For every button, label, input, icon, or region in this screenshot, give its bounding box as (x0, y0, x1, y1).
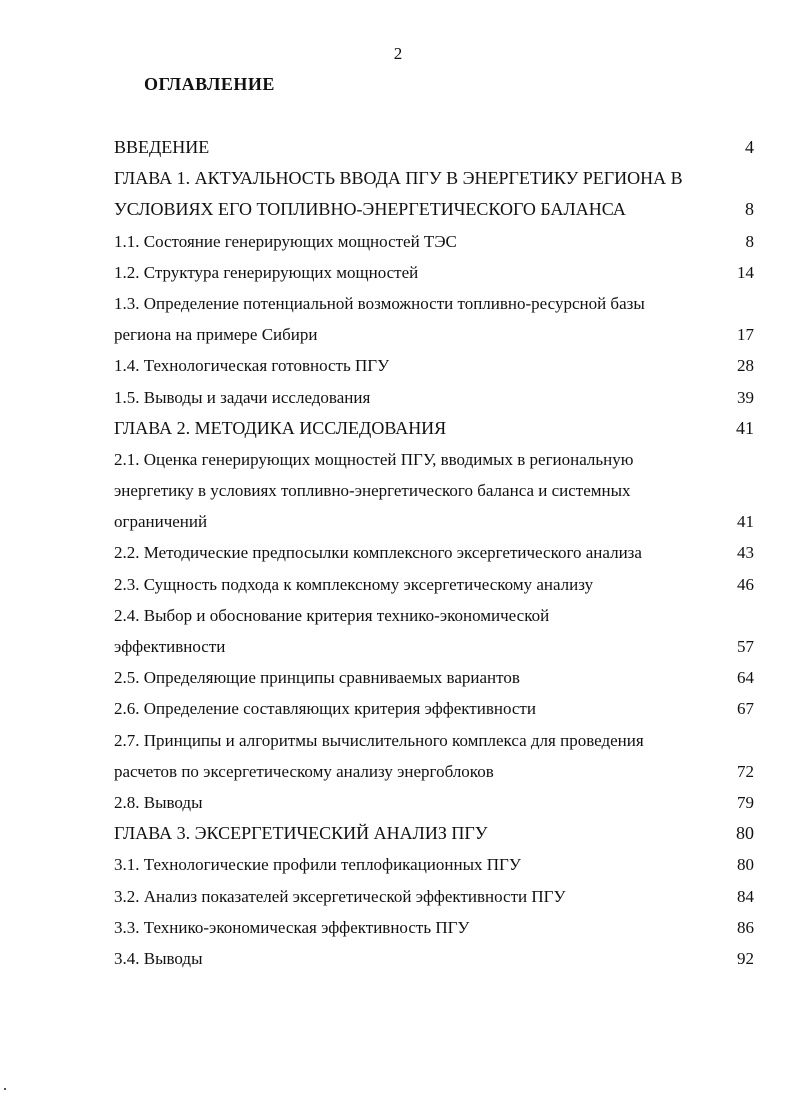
toc-line (114, 382, 754, 413)
toc-line (114, 693, 754, 724)
toc-page-number: 86 (737, 917, 754, 937)
toc-page-number: 43 (737, 543, 754, 563)
toc-page-number: 17 (737, 325, 754, 345)
toc-page-number: 39 (737, 387, 754, 407)
toc-dot-leader (420, 277, 735, 278)
toc-page-number: 64 (737, 668, 754, 688)
toc-section-entry (114, 569, 754, 600)
toc-dot-leader (496, 776, 735, 777)
toc-entry-title: ГЛАВА 2. МЕТОДИКА ИССЛЕДОВАНИЯ (114, 417, 447, 438)
toc-line (114, 912, 754, 943)
toc-section-entry (114, 257, 754, 288)
toc-section-entry (114, 350, 754, 381)
toc-entry-title: 1.5. Выводы и задачи исследования (114, 387, 371, 407)
toc-entry-title: энергетику в условиях топливно-энергетического баланса и системных (114, 481, 631, 501)
toc-entry-title: ограничений (114, 512, 208, 532)
toc-entry-title: 2.6. Определение составляющих критерия эффективности (114, 699, 536, 719)
toc-line (114, 756, 754, 787)
toc-entry-title: 1.4. Технологическая готовность ПГУ (114, 356, 390, 376)
toc-entry-title: 2.8. Выводы (114, 792, 203, 812)
toc-page-number: 8 (745, 231, 754, 251)
toc-page-number: 84 (737, 886, 754, 906)
toc-dot-leader (595, 589, 735, 590)
toc-heading: ОГЛАВЛЕНИЕ (144, 74, 275, 94)
toc-entry-title: 3.3. Технико-экономическая эффективность ПГУ (114, 917, 470, 937)
toc-entry-title: 1.1. Состояние генерирующих мощностей ТЭС (114, 231, 457, 251)
toc-line (114, 132, 754, 163)
toc-line (114, 787, 754, 818)
toc-entry-title: 2.3. Сущность подхода к комплексному эксергетическому анализу (114, 574, 594, 594)
toc-dot-leader (319, 339, 735, 340)
toc-dot-leader (523, 869, 735, 870)
toc-entry-title: 2.7. Принципы и алгоритмы вычислительного комплекса для проведения (114, 730, 644, 750)
toc-entry-title: УСЛОВИЯХ ЕГО ТОПЛИВНО-ЭНЕРГЕТИЧЕСКОГО БАЛАНСА (114, 199, 626, 220)
toc-page-number: 92 (737, 948, 754, 968)
toc-line (114, 537, 754, 568)
toc-line (114, 849, 754, 880)
toc-line (114, 194, 754, 225)
toc-entry-title: ГЛАВА 1. АКТУАЛЬНОСТЬ ВВОДА ПГУ В ЭНЕРГЕТИКУ РЕГИОНА В (114, 168, 683, 189)
toc-page-number: 79 (737, 792, 754, 812)
toc-line (114, 288, 754, 319)
toc-dot-leader (471, 932, 735, 933)
toc-section-entry (114, 600, 754, 662)
page-number: 2 (393, 44, 403, 63)
toc-dot-leader (205, 963, 735, 964)
toc-page-number: 80 (736, 823, 754, 844)
toc-dot-leader (448, 433, 734, 434)
toc-section-entry (114, 787, 754, 818)
toc-page-number: 67 (737, 699, 754, 719)
toc-entry-title: 2.5. Определяющие принципы сравниваемых вариантов (114, 668, 520, 688)
toc-line (114, 444, 754, 475)
toc-entry-title: ГЛАВА 3. ЭКСЕРГЕТИЧЕСКИЙ АНАЛИЗ ПГУ (114, 823, 488, 844)
toc-dot-leader (538, 713, 735, 714)
toc-entry-title: 3.4. Выводы (114, 948, 203, 968)
toc-entry-title: 2.1. Оценка генерирующих мощностей ПГУ, вводимых в региональную (114, 449, 634, 469)
toc-dot-leader (522, 682, 735, 683)
toc-dot-leader (205, 807, 735, 808)
toc-line (114, 662, 754, 693)
toc-line (114, 257, 754, 288)
toc-section-entry (114, 382, 754, 413)
toc-chapter-entry (114, 163, 754, 225)
toc-page-number: 4 (745, 137, 754, 157)
toc-chapter-entry (114, 818, 754, 849)
toc-page-number: 57 (737, 637, 754, 656)
toc-line (114, 163, 754, 194)
toc-dot-leader (391, 370, 735, 371)
toc-section-entry (114, 881, 754, 912)
toc-page-number: 46 (737, 574, 754, 594)
toc-line (114, 600, 754, 631)
toc-dot-leader (209, 526, 735, 527)
toc-section-entry (114, 444, 754, 538)
toc-line (114, 943, 754, 974)
scan-artifact (4, 1088, 6, 1090)
toc-entry-title: 3.1. Технологические профили теплофикационных ПГУ (114, 855, 521, 875)
toc-section-entry (114, 226, 754, 257)
toc-section-entry (114, 662, 754, 693)
table-of-contents (114, 132, 754, 974)
toc-page-number: 41 (736, 417, 754, 438)
toc-entry-title: 2.4. Выбор и обоснование критерия технико-экономической (114, 605, 550, 625)
toc-entry-title: 2.2. Методические предпосылки комплексного эксергетического анализа (114, 543, 642, 563)
toc-dot-leader (459, 246, 744, 247)
toc-page-number: 72 (737, 761, 754, 781)
toc-entry-title: 3.2. Анализ показателей эксергетической эффективности ПГУ (114, 886, 566, 906)
toc-line (114, 881, 754, 912)
toc-line (114, 475, 754, 506)
toc-dot-leader (644, 557, 735, 558)
toc-page-number: 8 (745, 199, 754, 220)
toc-entry-title: эффективности (114, 637, 226, 656)
toc-section-entry (114, 693, 754, 724)
toc-entry-title: ВВЕДЕНИЕ (114, 137, 210, 157)
toc-line (114, 631, 754, 662)
toc-line (114, 569, 754, 600)
toc-page-number: 41 (737, 512, 754, 532)
toc-dot-leader (211, 152, 743, 153)
toc-dot-leader (227, 651, 735, 652)
toc-line (114, 350, 754, 381)
toc-line (114, 413, 754, 444)
toc-line (114, 506, 754, 537)
toc-section-entry (114, 537, 754, 568)
toc-section-entry (114, 288, 754, 350)
toc-page-number: 14 (737, 262, 754, 282)
toc-line (114, 725, 754, 756)
toc-line (114, 818, 754, 849)
toc-page-number: 28 (737, 356, 754, 376)
toc-entry-title: 1.2. Структура генерирующих мощностей (114, 262, 419, 282)
toc-section-entry (114, 849, 754, 880)
toc-section-entry (114, 912, 754, 943)
toc-chapter-entry (114, 413, 754, 444)
toc-dot-leader (568, 901, 736, 902)
toc-entry-title: расчетов по эксергетическому анализу энергоблоков (114, 761, 494, 781)
toc-entry-title: 1.3. Определение потенциальной возможности топливно-ресурсной базы (114, 293, 645, 313)
toc-line (114, 319, 754, 350)
toc-page-number: 80 (737, 855, 754, 875)
toc-chapter-entry (114, 132, 754, 163)
toc-dot-leader (490, 838, 734, 839)
toc-section-entry (114, 725, 754, 787)
toc-line (114, 226, 754, 257)
toc-dot-leader (628, 214, 743, 215)
toc-section-entry (114, 943, 754, 974)
toc-entry-title: региона на примере Сибири (114, 325, 318, 345)
toc-dot-leader (372, 402, 735, 403)
